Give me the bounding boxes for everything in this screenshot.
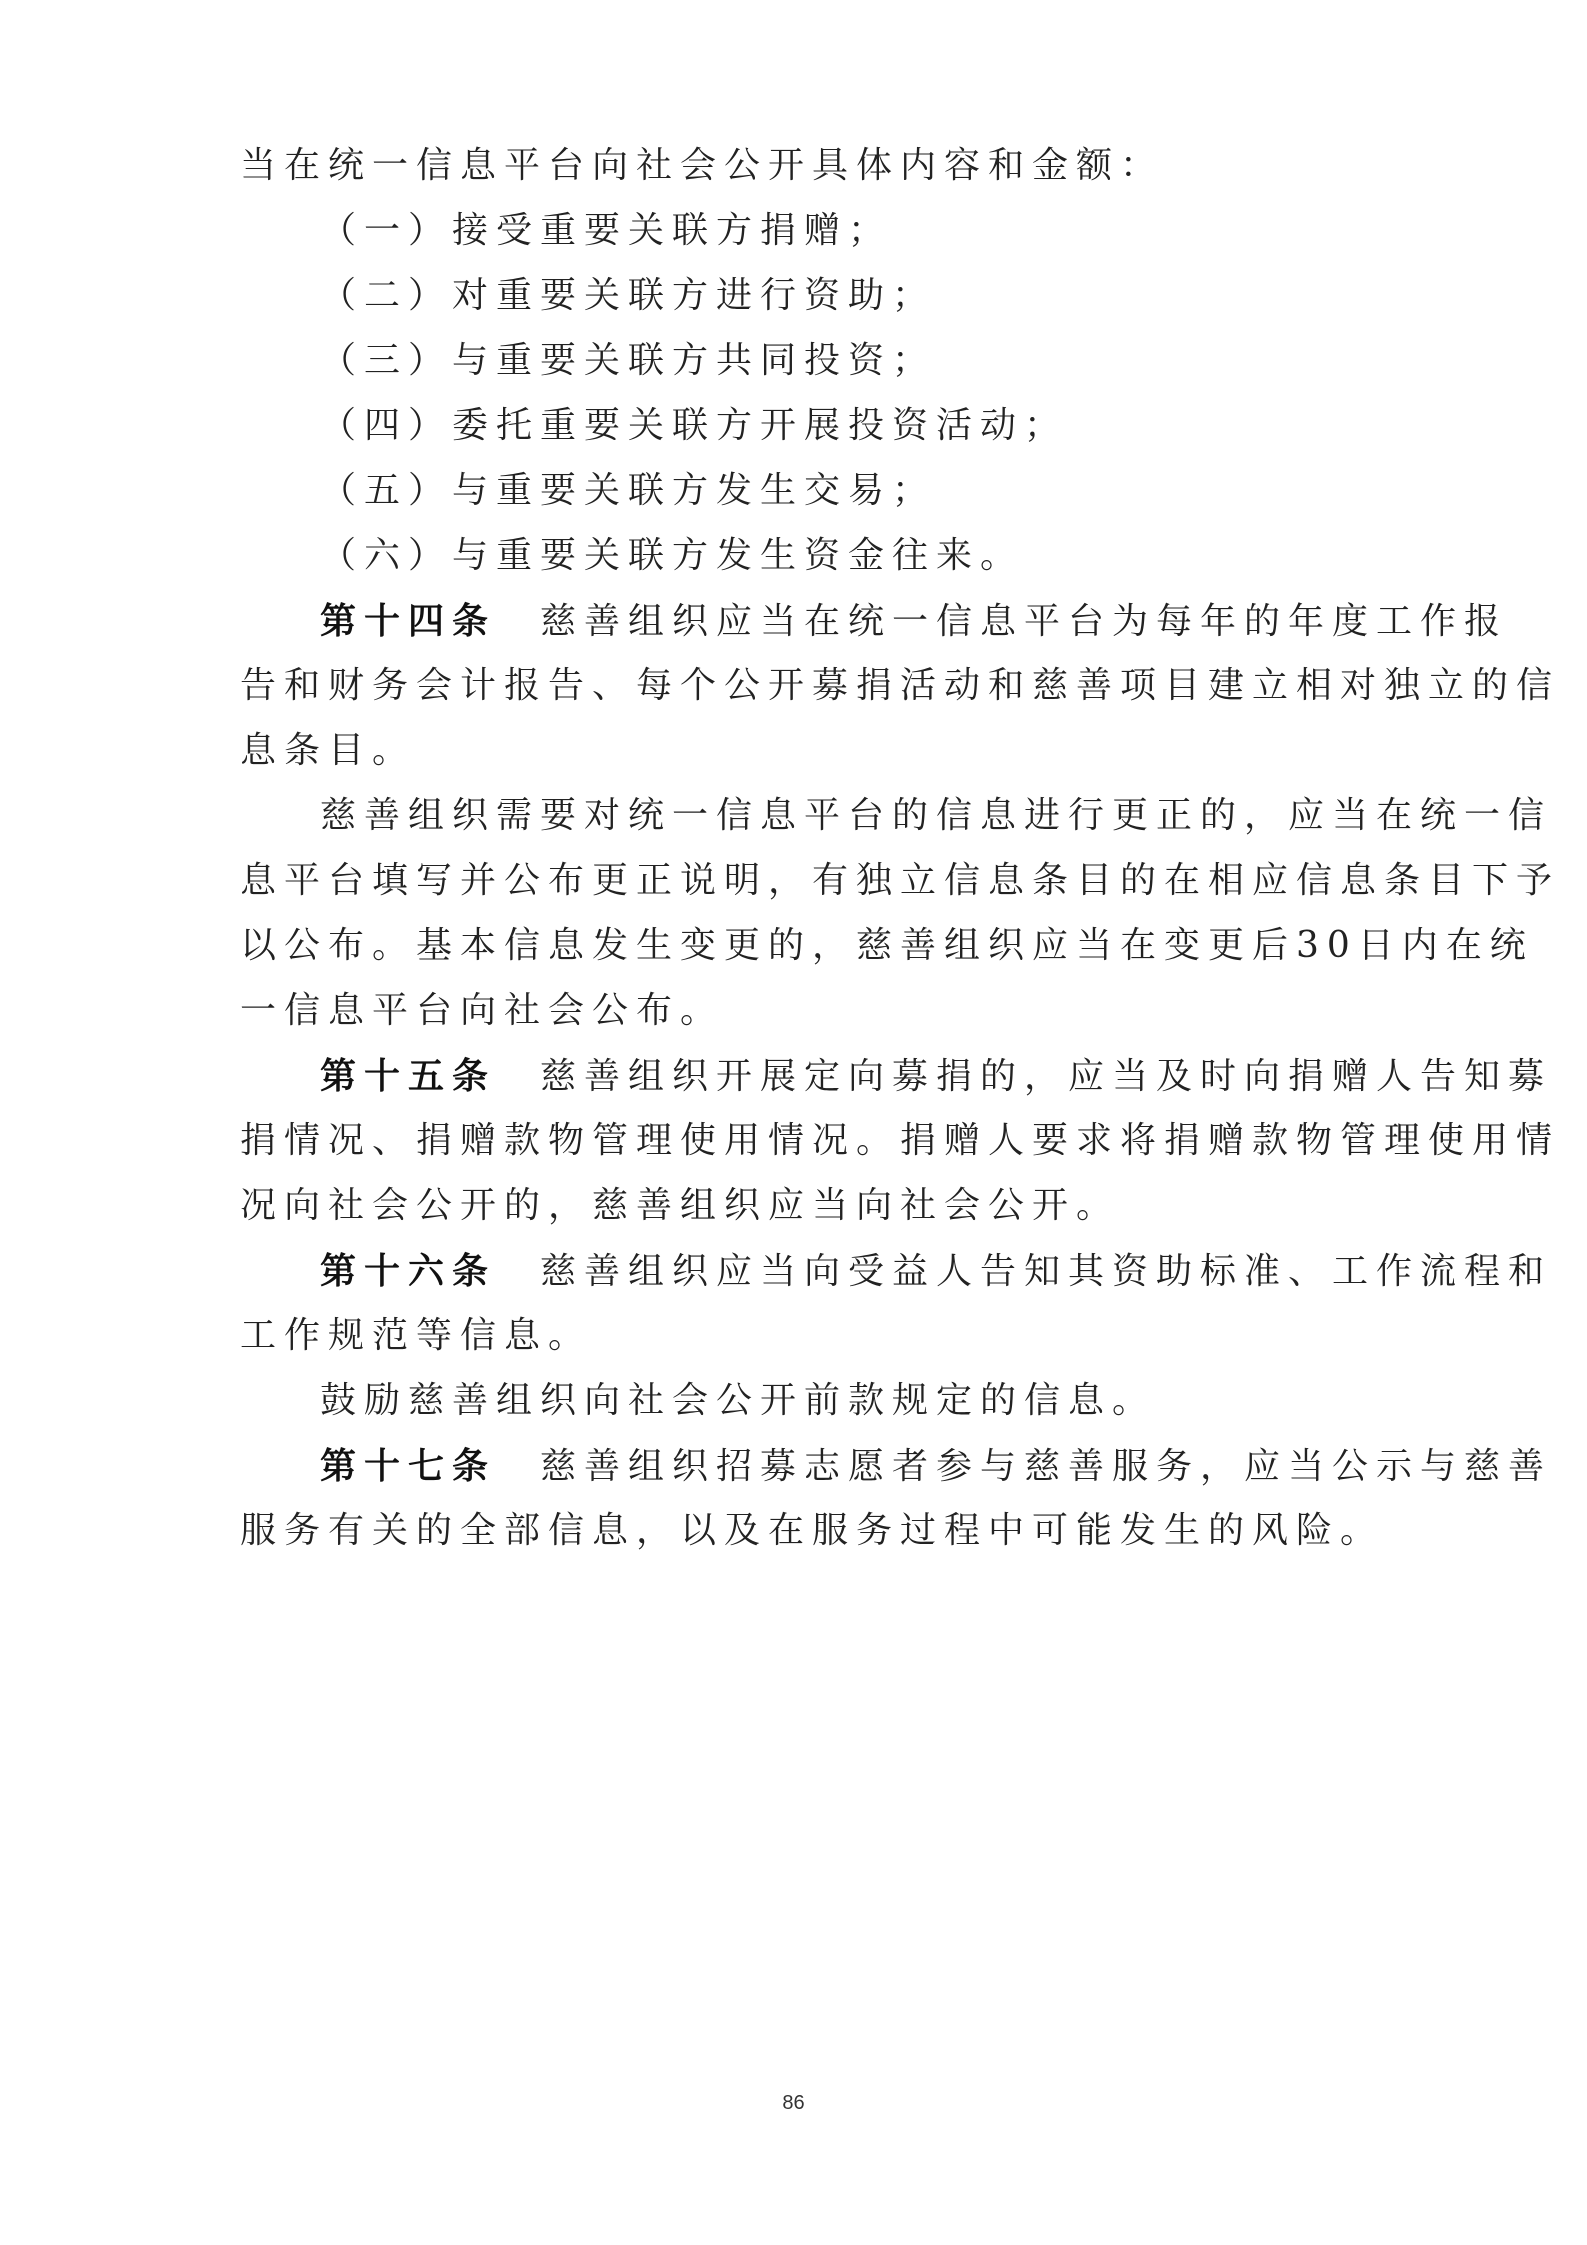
paragraph-line: 以公布。基本信息发生变更的，慈善组织应当在变更后30日内在统	[240, 925, 1534, 966]
article-15-first-line	[320, 1054, 1552, 1099]
article-heading: 第十七条	[320, 1445, 497, 1487]
article-heading: 第十六条	[320, 1250, 497, 1292]
page-number: 86	[782, 2092, 805, 2114]
paragraph-text: 慈善组织应当在统一信息平台为每年的年度工作报	[540, 601, 1509, 642]
article-heading: 第十五条	[320, 1055, 497, 1097]
paragraph-text: 慈善组织开展定向募捐的，应当及时向捐赠人告知募	[540, 1056, 1553, 1097]
paragraph-line: 鼓励慈善组织向社会公开前款规定的信息。	[320, 1380, 1157, 1421]
article-heading: 第十四条	[320, 600, 497, 642]
paragraph-line: 捐情况、捐赠款物管理使用情况。捐赠人要求将捐赠款物管理使用情	[240, 1120, 1561, 1161]
paragraph-line: 服务有关的全部信息，以及在服务过程中可能发生的风险。	[240, 1510, 1385, 1551]
paragraph-text: 慈善组织应当向受益人告知其资助标准、工作流程和	[540, 1251, 1553, 1292]
list-item: （六）与重要关联方发生资金往来。	[320, 535, 1025, 576]
paragraph-line: 息条目。	[240, 730, 417, 771]
paragraph-line: 告和财务会计报告、每个公开募捐活动和慈善项目建立相对独立的信	[240, 665, 1561, 706]
paragraph-text: 慈善组织招募志愿者参与慈善服务，应当公示与慈善	[540, 1446, 1553, 1487]
paragraph-line: 况向社会公开的，慈善组织应当向社会公开。	[240, 1185, 1121, 1226]
list-item: （三）与重要关联方共同投资；	[320, 340, 937, 381]
paragraph-line: 慈善组织需要对统一信息平台的信息进行更正的，应当在统一信	[320, 795, 1553, 836]
list-item: （一）接受重要关联方捐赠；	[320, 210, 893, 251]
list-item: （五）与重要关联方发生交易；	[320, 470, 937, 511]
article-17-first-line	[320, 1444, 1552, 1489]
paragraph-line: 当在统一信息平台向社会公开具体内容和金额：	[240, 145, 1165, 186]
article-16-first-line	[320, 1249, 1552, 1294]
paragraph-line: 一信息平台向社会公布。	[240, 990, 725, 1031]
article-14-first-line	[320, 599, 1508, 644]
list-item: （四）委托重要关联方开展投资活动；	[320, 405, 1069, 446]
paragraph-line: 息平台填写并公布更正说明，有独立信息条目的在相应信息条目下予	[240, 860, 1561, 901]
list-item: （二）对重要关联方进行资助；	[320, 275, 937, 316]
paragraph-line: 工作规范等信息。	[240, 1315, 593, 1356]
